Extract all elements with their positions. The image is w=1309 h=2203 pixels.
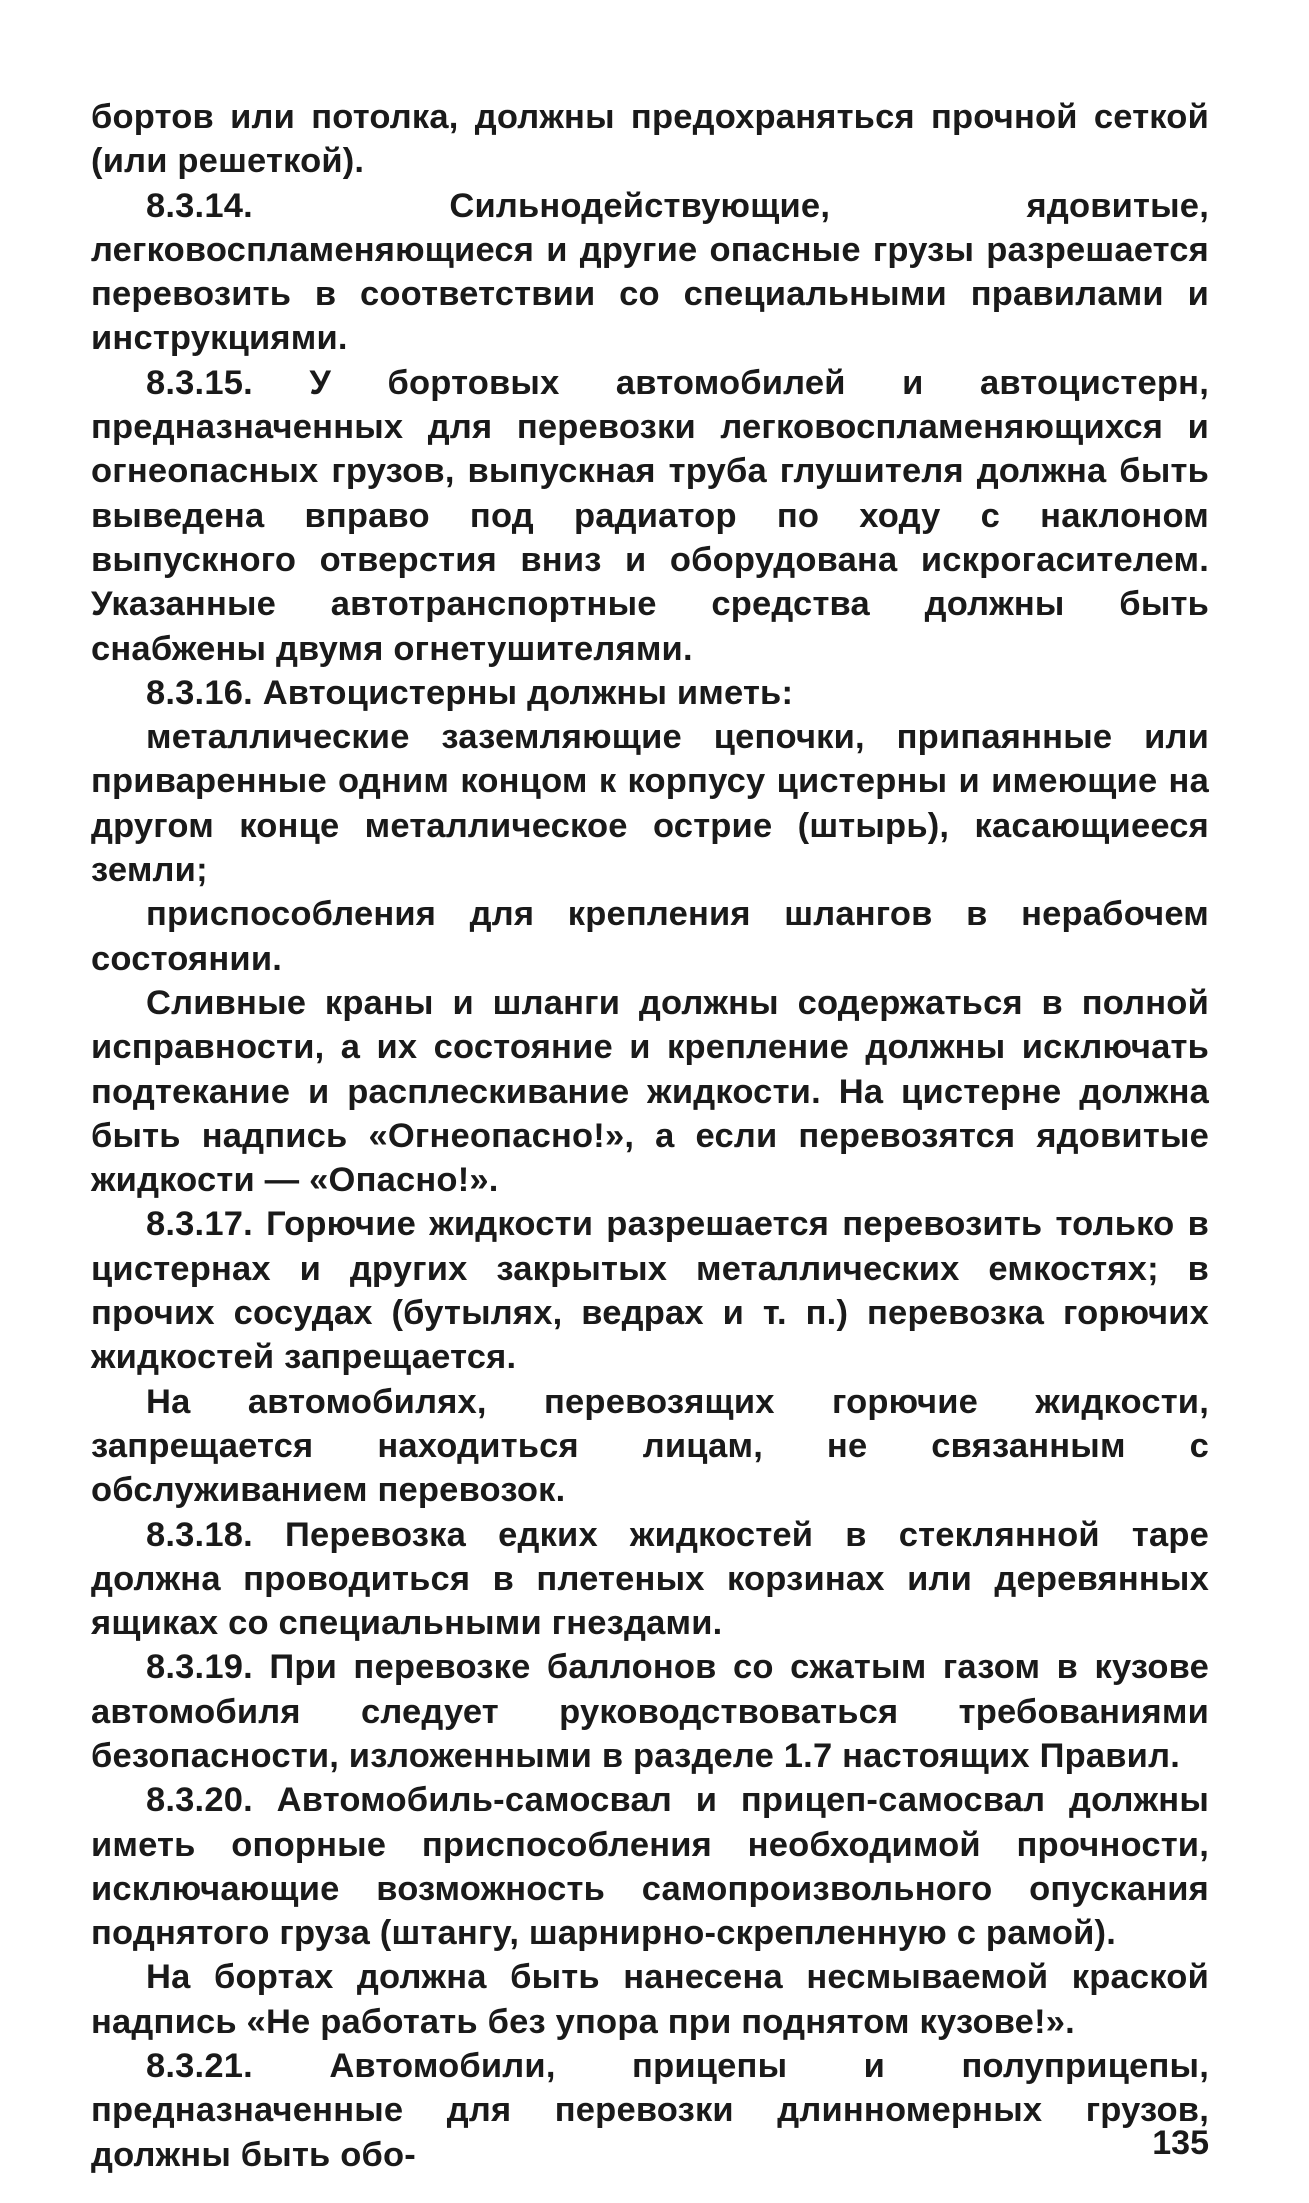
paragraph-drain-valves: Сливные краны и шланги должны содержаться в полной исправности, а их состояние и крепление должны исключать подтекание и расплескивание жидкости. На цистерне должна быть надпись «Огнеопасно!», а если перевозятся ядовитые жидкости — «Опасно!». xyxy=(91,983,1209,1200)
paragraph-8-3-16-item-2: приспособления для крепления шлангов в нерабочем состоянии. xyxy=(91,895,1209,978)
paragraph-8-3-16-item-1: металлические заземляющие цепочки, припаянные или приваренные одним концом к корпусу цистерны и имеющие на другом конце металлическое острие (штырь), касающиееся земли; xyxy=(91,718,1209,890)
paragraph-8-3-16: 8.3.16. Автоцистерны должны иметь: xyxy=(146,673,794,712)
paragraph-8-3-20: 8.3.20. Автомобиль-самосвал и прицеп-самосвал должны иметь опорные приспособления необходимой прочности, исключающие возможность самопроизвольного опускания поднятого груза (штангу, шарнирно-скрепленную с рамой). xyxy=(91,1781,1209,1953)
paragraph-tipper-label: На бортах должна быть нанесена несмываемой краской надпись «Не работать без упора при поднятом кузове!». xyxy=(91,1958,1209,2041)
paragraph-8-3-21: 8.3.21. Автомобили, прицепы и полуприцепы, предназначенные для перевозки длинномерных грузов, должны быть обо- xyxy=(91,2047,1209,2174)
paragraph-8-3-17: 8.3.17. Горючие жидкости разрешается перевозить только в цистернах и других закрытых металлических емкостях; в прочих сосудах (бутылях, ведрах и т. п.) перевозка горючих жидкостей запрещается. xyxy=(91,1205,1209,1377)
document-body xyxy=(91,95,1209,2177)
paragraph-8-3-18: 8.3.18. Перевозка едких жидкостей в стеклянной таре должна проводиться в плетеных корзинах или деревянных ящиках со специальными гнездами. xyxy=(91,1515,1209,1643)
paragraph-flammable-persons: На автомобилях, перевозящих горючие жидкости, запрещается находиться лицам, не связанным с обслуживанием перевозок. xyxy=(91,1382,1209,1510)
paragraph-8-3-19: 8.3.19. При перевозке баллонов со сжатым газом в кузове автомобиля следует руководствоваться требованиями безопасности, изложенными в разделе 1.7 настоящих Правил. xyxy=(91,1648,1209,1775)
paragraph-8-3-14: 8.3.14. Сильнодействующие, ядовитые, легковоспламеняющиеся и другие опасные грузы разрешается перевозить в соответствии со специальными правилами и инструкциями. xyxy=(91,186,1209,358)
paragraph-8-3-15: 8.3.15. У бортовых автомобилей и автоцистерн, предназначенных для перевозки легковоспламеняющихся и огнеопасных грузов, выпускная труба глушителя должна быть выведена вправо под радиатор по ходу с наклоном выпускного отверстия вниз и оборудована искрогасителем. Указанные автотранспортные средства должны быть снабжены двумя огнетушителями. xyxy=(91,363,1209,668)
page-number: 135 xyxy=(1152,2124,1209,2162)
paragraph-continuation: бортов или потолка, должны предохраняться прочной сеткой (или решеткой). xyxy=(91,98,1209,181)
